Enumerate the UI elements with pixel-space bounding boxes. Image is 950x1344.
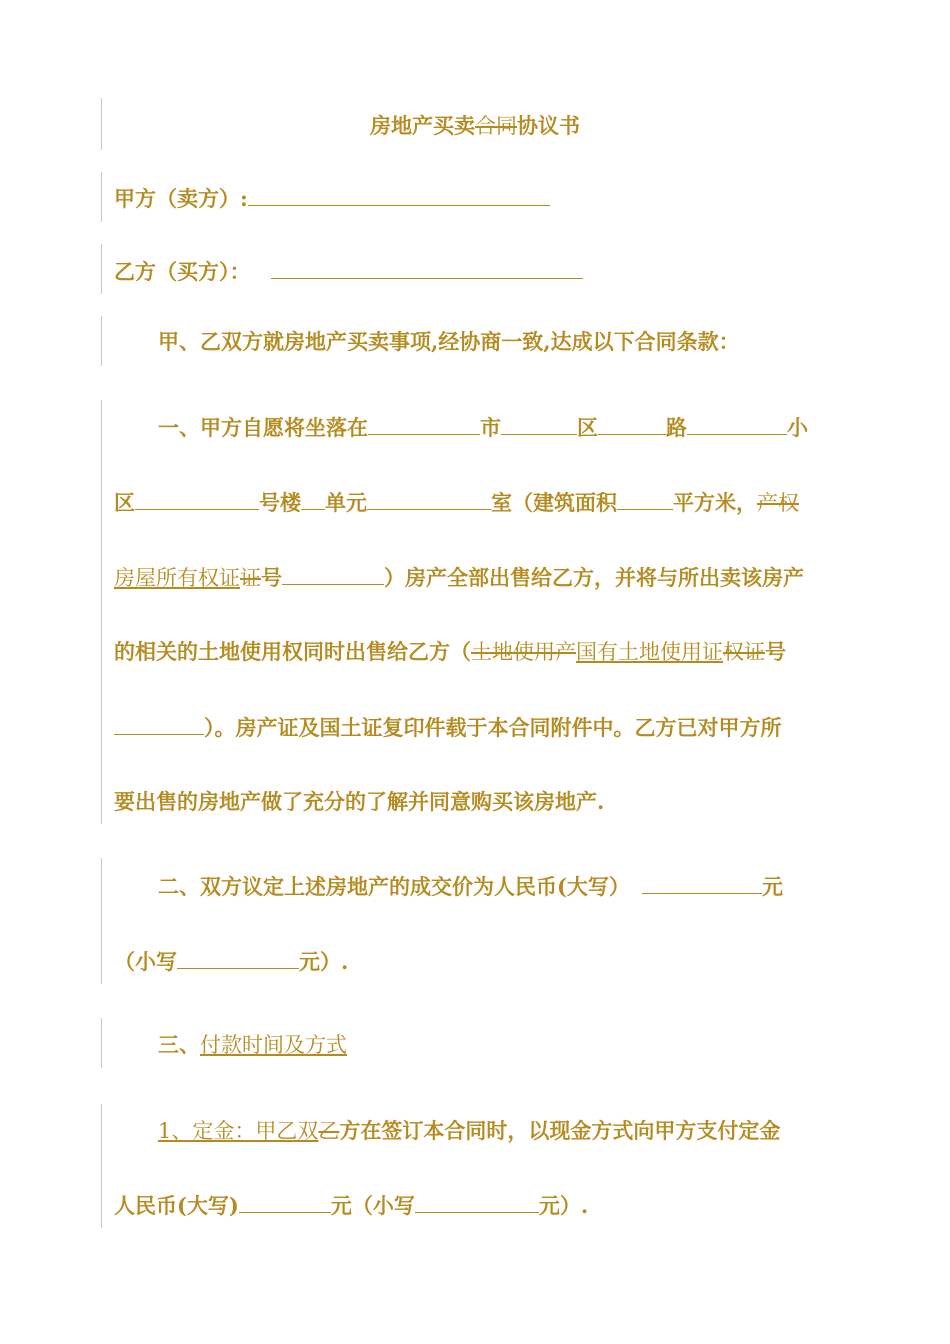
blank-field: [135, 487, 259, 510]
blank-field: [271, 256, 583, 279]
text-segment: 区: [114, 490, 135, 515]
inserted-text: 房屋所有权证: [114, 566, 240, 590]
blank-field: [282, 562, 384, 585]
blank-field: [368, 412, 480, 435]
text-segment: 平方米，: [673, 490, 757, 515]
text-segment: 的相关的土地使用权同时出售给乙方（: [114, 639, 471, 664]
clause1-line1: [114, 412, 808, 443]
change-bar: [101, 1018, 102, 1068]
change-bar: [101, 244, 102, 294]
intro-paragraph: 甲、乙双方就房地产买卖事项,经协商一致,达成以下合同条款：: [158, 329, 740, 354]
text-segment: 元）.: [538, 1193, 589, 1218]
document-title: [0, 110, 950, 140]
deleted-text: 合同: [475, 114, 517, 138]
change-bar: [101, 1104, 102, 1228]
text-segment: 室（建筑面积: [491, 490, 617, 515]
blank-field: [239, 1190, 331, 1213]
text-segment: 路: [666, 415, 687, 440]
clause1-line3: [114, 562, 804, 593]
text-segment: （小写: [114, 949, 177, 974]
text-segment: 人民币(大写): [114, 1193, 239, 1218]
clause1-line2: [114, 487, 799, 518]
blank-field: [501, 412, 577, 435]
text-segment: 元: [761, 874, 783, 899]
text-segment: ）。房产证及国土证复印件载于本合同附件中。乙方已对甲方所: [204, 715, 782, 740]
text-segment: 号: [765, 639, 786, 664]
clause1-line4: [114, 637, 786, 667]
text-segment: 号楼: [259, 490, 301, 515]
blank-field: [415, 1190, 539, 1213]
text-segment: 房地产买卖: [370, 113, 475, 138]
party-b-line: [114, 256, 583, 287]
party-b-label: 乙方（买方）：: [114, 259, 251, 284]
text-segment: 单元: [325, 490, 367, 515]
text-segment: 三、: [158, 1032, 200, 1057]
text-segment: 元（小写: [330, 1193, 415, 1218]
blank-field: [114, 712, 204, 735]
blank-field: [687, 412, 787, 435]
change-bar: [101, 858, 102, 984]
text-segment: 方在签订本合同时，以现金方式向甲方支付定金: [339, 1118, 781, 1143]
text-segment: 元）.: [299, 949, 349, 974]
text-segment: 号: [261, 565, 282, 590]
party-a-label: 甲方（卖方）:: [114, 186, 248, 211]
text-segment: 小: [787, 415, 808, 440]
text-segment: 市: [480, 415, 501, 440]
clause3-heading: [114, 1030, 347, 1060]
blank-field: [642, 871, 762, 894]
blank-field: [617, 487, 673, 510]
blank-field: [177, 946, 299, 969]
inserted-text: 付款时间及方式: [200, 1033, 347, 1057]
clause2-line1: [114, 871, 783, 902]
text-segment: 二、双方议定上述房地产的成交价为人民币(大写）: [158, 874, 630, 899]
change-bar: [101, 316, 102, 366]
clause1-line6: 要出售的房地产做了充分的了解并同意购买该房地产.: [114, 789, 605, 814]
deleted-text: 土地使用产: [471, 640, 576, 664]
deleted-text: 证: [240, 566, 261, 590]
text-segment: 一、甲方自愿将坐落在: [158, 415, 368, 440]
clause1-line5: [114, 712, 782, 743]
deleted-text: 乙: [318, 1119, 340, 1143]
text-segment: ）房产全部出售给乙方，并将与所出卖该房产: [384, 565, 804, 590]
blank-field: [367, 487, 491, 510]
clause2-line2: [114, 946, 348, 977]
change-bar: [101, 172, 102, 222]
text-segment: 协议书: [517, 113, 580, 138]
deleted-text: 权证: [723, 640, 765, 664]
subclause1-line2: [114, 1190, 588, 1221]
inserted-text: 1、定金：甲乙双: [158, 1119, 319, 1143]
blank-field: [598, 412, 666, 435]
blank-field: [301, 487, 325, 510]
subclause1-line1: [114, 1116, 780, 1146]
inserted-text: 国有土地使用证: [576, 640, 723, 664]
blank-field: [248, 183, 550, 206]
party-a-line: [114, 183, 550, 214]
text-segment: 区: [577, 415, 598, 440]
deleted-text: 产权: [757, 491, 799, 515]
change-bar: [101, 400, 102, 824]
